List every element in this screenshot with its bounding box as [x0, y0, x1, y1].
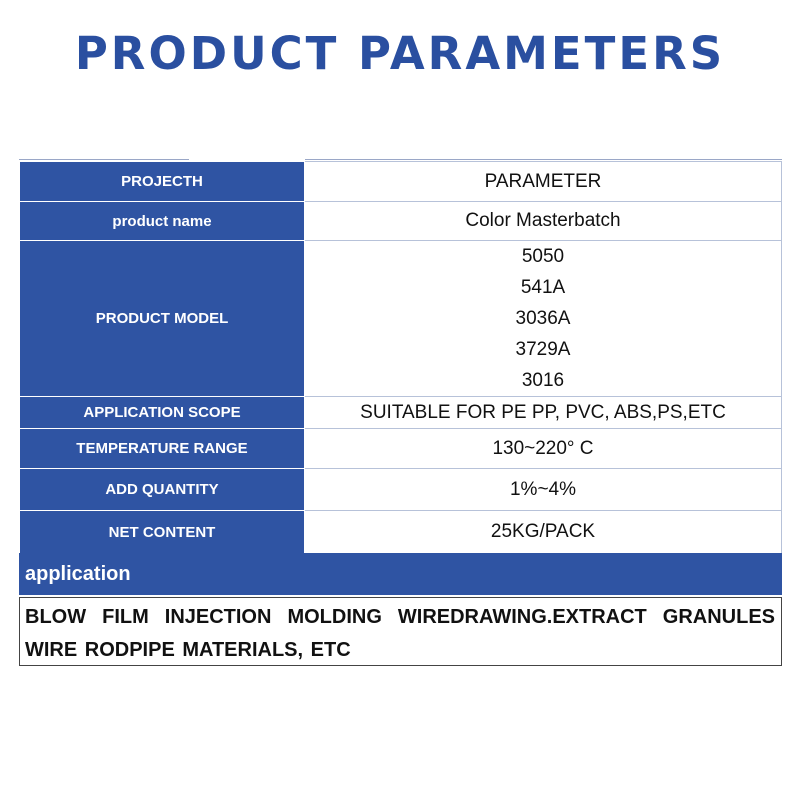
- row-value-add-quantity: 1%~4%: [305, 469, 782, 511]
- table-row-net-content: [20, 511, 782, 554]
- table-row-header: [20, 162, 782, 202]
- row-label-product-name: product name: [20, 202, 305, 241]
- row-value-parameter: PARAMETER: [305, 162, 782, 202]
- row-label-application-scope: APPLICATION SCOPE: [20, 397, 305, 429]
- table-row-product-model: [20, 241, 782, 397]
- product-model-item: 541A: [520, 277, 566, 298]
- row-label-temperature-range: TEMPERATURE RANGE: [20, 429, 305, 469]
- table-row-temperature-range: [20, 429, 782, 469]
- row-label-projecth: PROJECTH: [20, 162, 305, 202]
- row-label-product-model: PRODUCT MODEL: [20, 241, 305, 397]
- table-row-product-name: [20, 202, 782, 241]
- row-value-temperature-range: 130~220° C: [305, 429, 782, 469]
- row-value-product-model-list: [305, 241, 782, 397]
- product-model-item: 3016: [521, 370, 565, 391]
- top-divider-right: [305, 159, 782, 160]
- application-heading: application: [19, 553, 782, 595]
- page-title: PRODUCT PARAMETERS: [74, 27, 726, 80]
- top-divider-left: [19, 159, 189, 160]
- row-value-product-name: Color Masterbatch: [305, 202, 782, 241]
- product-model-item: 3729A: [515, 339, 571, 360]
- table-row-application-scope: [20, 397, 782, 429]
- row-value-net-content: 25KG/PACK: [305, 511, 782, 554]
- product-model-item: 3036A: [515, 308, 571, 329]
- product-model-item: 5050: [521, 246, 565, 267]
- application-text: BLOW FILM INJECTION MOLDING WIREDRAWING.EXTRACT GRANULES WIRE RODPIPE MATERIALS, ETC: [19, 597, 782, 666]
- parameters-table: [19, 161, 782, 554]
- table-row-add-quantity: [20, 469, 782, 511]
- row-label-net-content: NET CONTENT: [20, 511, 305, 554]
- row-value-application-scope: SUITABLE FOR PE PP, PVC, ABS,PS,ETC: [305, 397, 782, 429]
- row-label-add-quantity: ADD QUANTITY: [20, 469, 305, 511]
